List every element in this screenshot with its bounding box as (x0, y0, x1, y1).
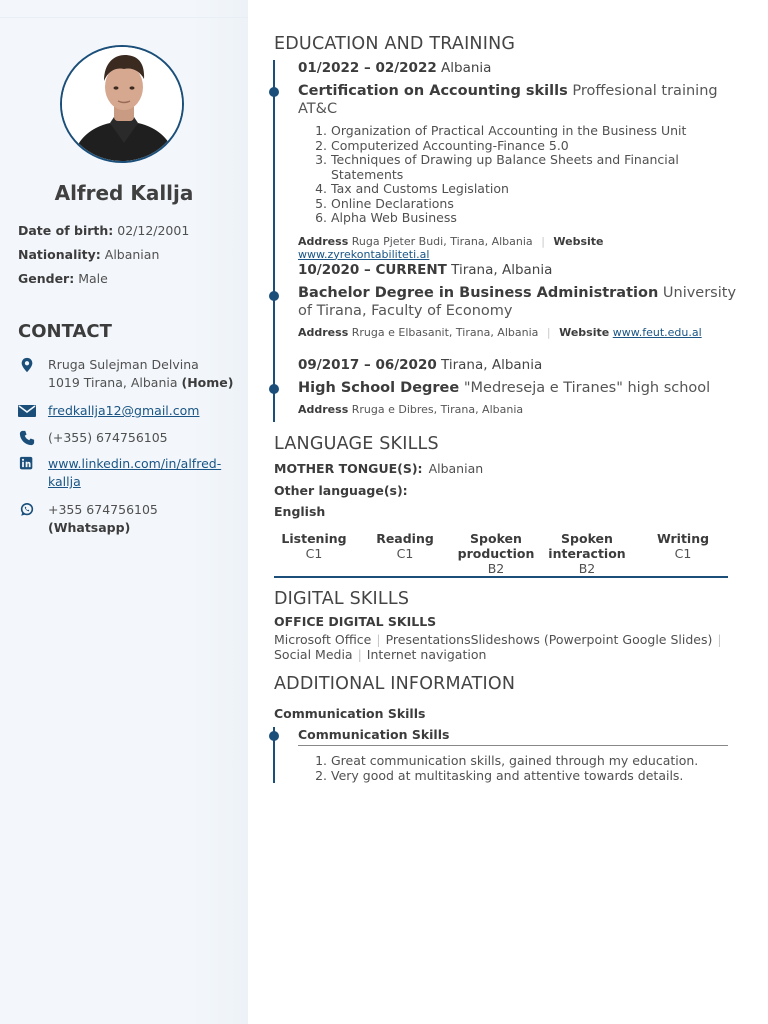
separator: | (357, 647, 362, 662)
dob-value: 02/12/2001 (117, 223, 190, 238)
list-item: 6. Alpha Web Business (331, 211, 738, 226)
separator: | (541, 234, 545, 248)
entry-address (298, 403, 738, 416)
entry-title (298, 379, 738, 397)
contact-phone (18, 429, 238, 447)
sidebar (0, 0, 248, 1024)
table-header (354, 531, 456, 576)
entry-date (298, 262, 738, 278)
linkedin-icon (18, 456, 36, 472)
mother-tongue (274, 461, 483, 476)
address-tag: (Home) (181, 375, 234, 390)
communication-entry (298, 754, 738, 783)
address-value: Rruga e Elbasanit, Tirana, Albania (351, 326, 539, 339)
skill-item: PresentationsSlideshows (Powerpoint Google Slides) (385, 632, 713, 647)
list-item: 4. Tax and Customs Legislation (331, 182, 738, 197)
entry-date-range: 09/2017 – 06/2020 (298, 357, 437, 373)
entry-title-main: High School Degree (298, 380, 460, 396)
entry-org: Proffesional training AT&C (298, 83, 718, 117)
candidate-name: Alfred Kallja (54, 181, 194, 205)
column-name: Listening (281, 531, 347, 546)
main-content (248, 0, 768, 1024)
list-item: 5. Online Declarations (331, 197, 738, 212)
linkedin-link[interactable]: www.linkedin.com/in/alfred-kallja (48, 456, 222, 489)
entry-title (298, 284, 738, 320)
nationality-value: Albanian (104, 247, 160, 262)
phone-value: (+355) 674756105 (48, 430, 168, 445)
website-label: Website (559, 326, 610, 339)
list-item: 1. Great communication skills, gained through my education. (331, 754, 738, 769)
communication-rule (298, 745, 728, 746)
education-entry (298, 357, 738, 416)
contact-whatsapp (18, 501, 238, 535)
website-link[interactable]: www.zyrekontabiliteti.al (298, 247, 430, 261)
gender-label: Gender: (18, 271, 75, 286)
table-header (536, 531, 638, 576)
language-levels-table (274, 531, 728, 576)
communication-group-label: Communication Skills (274, 706, 426, 721)
office-skills-subheading: OFFICE DIGITAL SKILLS (274, 614, 437, 629)
level-value: C1 (674, 546, 692, 561)
education-heading: EDUCATION AND TRAINING (274, 34, 516, 54)
nationality (18, 247, 159, 262)
column-name: Writing (656, 531, 710, 546)
additional-info-heading: ADDITIONAL INFORMATION (274, 674, 516, 694)
course-topics-list (298, 124, 738, 226)
address-value: Ruga Pjeter Budi, Tirana, Albania (351, 234, 533, 248)
mother-tongue-label: MOTHER TONGUE(S): (274, 461, 423, 476)
separator: | (717, 632, 722, 647)
timeline-dot (269, 87, 279, 97)
avatar-photo (62, 47, 184, 163)
list-item: 1. Organization of Practical Accounting in the Business Unit (331, 124, 738, 139)
timeline-dot (269, 291, 279, 301)
contact-linkedin (18, 455, 238, 491)
level-value: B2 (578, 561, 596, 576)
entry-date-range: 01/2022 – 02/2022 (298, 60, 437, 76)
column-name: Spoken interaction (548, 531, 626, 561)
communication-entry-title: Communication Skills (298, 727, 450, 742)
education-timeline (273, 60, 275, 422)
address-line1: Rruga Sulejman Delvina (48, 357, 199, 372)
entry-address (298, 235, 738, 261)
entry-place: Albania (441, 60, 492, 76)
entry-date (298, 60, 738, 76)
dob-label: Date of birth: (18, 223, 114, 238)
language-table-rule (274, 576, 728, 578)
entry-address (298, 326, 738, 339)
table-header (456, 531, 536, 576)
separator: | (376, 632, 381, 647)
entry-place: Tirana, Albania (441, 357, 543, 373)
entry-title-main: Bachelor Degree in Business Administration (298, 285, 659, 301)
language-heading: LANGUAGE SKILLS (274, 434, 439, 454)
sidebar-divider (0, 17, 248, 18)
education-entry (298, 262, 738, 339)
email-link[interactable]: fredkallja12@gmail.com (48, 403, 200, 418)
website-label: Website (553, 234, 604, 248)
digital-skills-list (274, 632, 734, 662)
table-header (274, 531, 354, 576)
entry-title (298, 82, 738, 118)
skill-item: Internet navigation (366, 647, 487, 662)
entry-date-range: 10/2020 – CURRENT (298, 262, 447, 278)
address-label: Address (298, 403, 349, 416)
gender (18, 271, 108, 286)
address-value: Rruga e Dibres, Tirana, Albania (351, 403, 524, 416)
date-of-birth (18, 223, 189, 238)
address-line2: 1019 Tirana, Albania (48, 375, 178, 390)
entry-place: Tirana, Albania (451, 262, 553, 278)
column-name: Spoken production (457, 531, 535, 561)
timeline-dot (269, 384, 279, 394)
list-item: 2. Very good at multitasking and attentive towards details. (331, 769, 738, 784)
level-value: C1 (305, 546, 323, 561)
list-item: 2. Computerized Accounting-Finance 5.0 (331, 139, 738, 154)
phone-icon (18, 430, 36, 446)
website-link[interactable]: www.feut.edu.al (612, 326, 702, 339)
mother-tongue-value: Albanian (428, 461, 484, 476)
table-header (638, 531, 728, 576)
table-row (274, 531, 728, 576)
envelope-icon (18, 403, 36, 419)
address-label: Address (298, 326, 349, 339)
level-value: B2 (487, 561, 505, 576)
language-name: English (274, 504, 326, 519)
location-pin-icon (18, 357, 36, 373)
entry-org: University of Tirana, Faculty of Economy (298, 285, 737, 319)
avatar (60, 45, 184, 163)
skill-item: Social Media (274, 647, 353, 662)
contact-address (18, 356, 238, 392)
column-name: Reading (376, 531, 434, 546)
digital-skills-heading: DIGITAL SKILLS (274, 589, 410, 609)
other-languages-label: Other language(s): (274, 483, 408, 498)
nationality-label: Nationality: (18, 247, 101, 262)
level-value: C1 (396, 546, 414, 561)
entry-title-main: Certification on Accounting skills (298, 83, 568, 99)
separator: | (546, 326, 551, 339)
contact-email (18, 402, 238, 420)
entry-org: "Medreseja e Tiranes" high school (463, 380, 711, 396)
timeline-dot (269, 731, 279, 741)
contact-heading: CONTACT (18, 321, 112, 342)
communication-list (298, 754, 738, 783)
gender-value: Male (78, 271, 108, 286)
skill-item: Microsoft Office (274, 632, 372, 647)
entry-date (298, 357, 738, 373)
whatsapp-tag: (Whatsapp) (48, 520, 131, 535)
list-item: 3. Techniques of Drawing up Balance Sheets and Financial Statements (331, 153, 738, 182)
education-entry (298, 60, 738, 261)
whatsapp-icon (18, 502, 36, 518)
whatsapp-value: +355 674756105 (48, 502, 158, 517)
address-label: Address (298, 234, 349, 248)
